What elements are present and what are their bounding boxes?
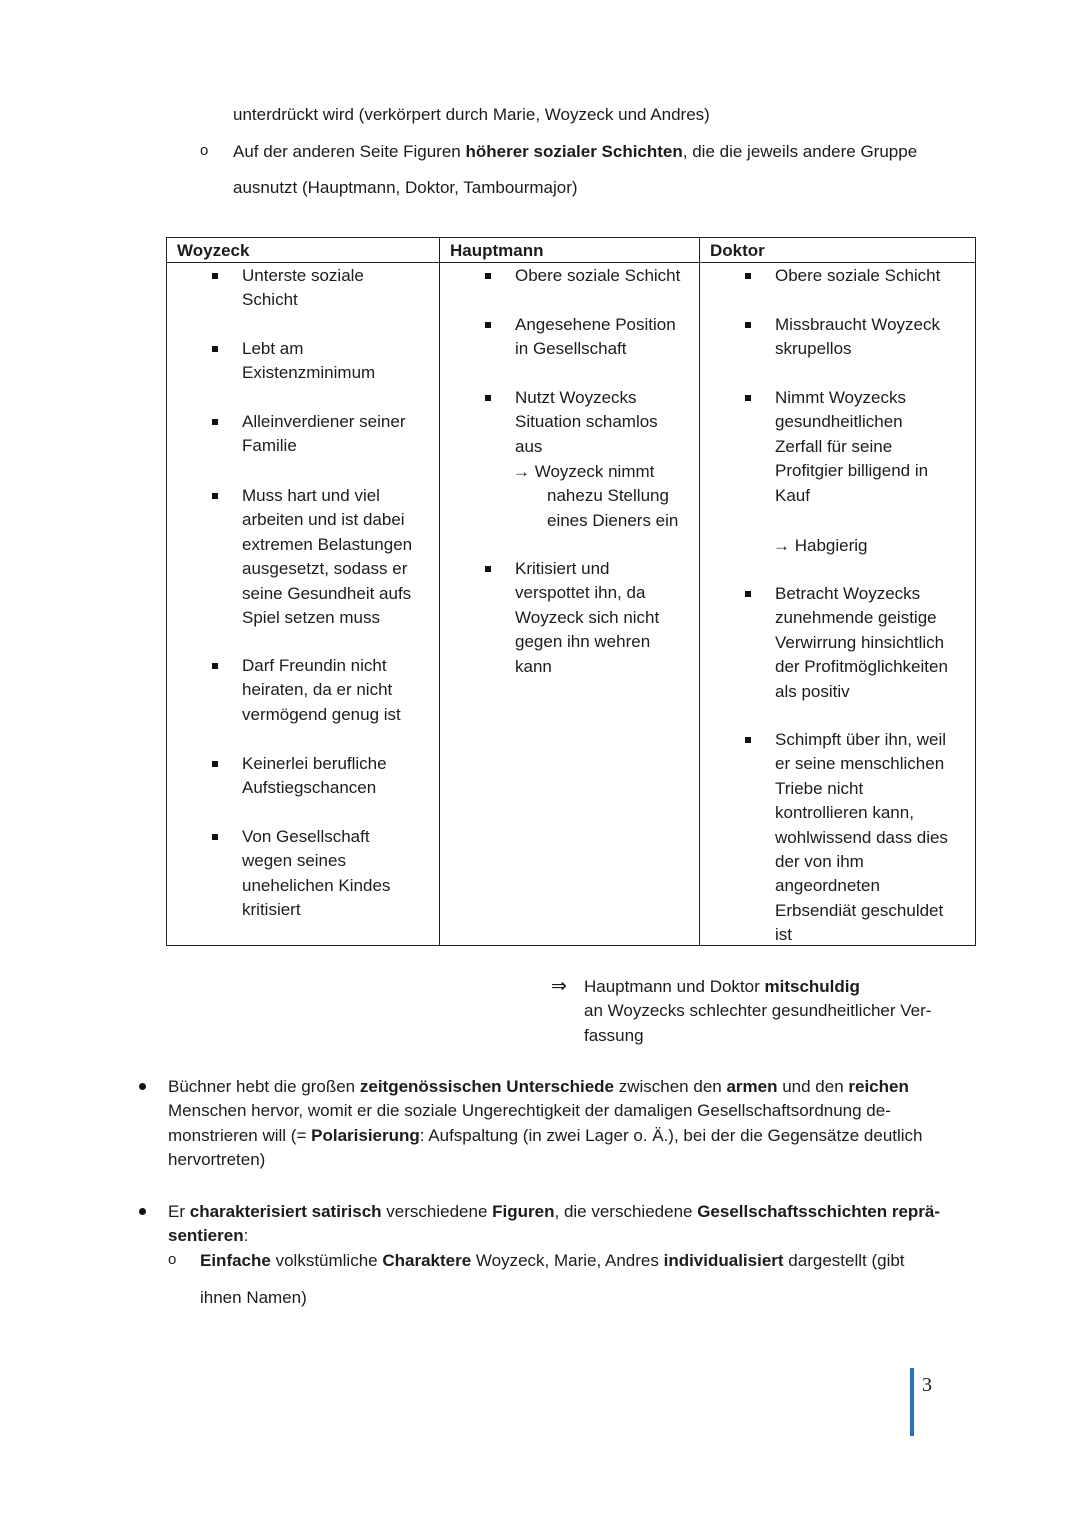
sub-bullet-characters bbox=[200, 1249, 905, 1273]
text: : bbox=[243, 1226, 249, 1246]
table-list-item bbox=[242, 264, 364, 313]
item-line: als positiv bbox=[775, 681, 850, 701]
text: volkstümliche bbox=[270, 1251, 383, 1270]
table-list-item bbox=[242, 752, 387, 801]
item-line: in Gesellschaft bbox=[515, 339, 627, 359]
item-line: aus bbox=[515, 436, 543, 456]
bullet-square-icon bbox=[745, 322, 751, 328]
item-line: Von Gesellschaft bbox=[242, 827, 370, 846]
bold-text: individualisiert bbox=[663, 1251, 784, 1270]
item-line: Schimpft über ihn, weil bbox=[775, 730, 947, 749]
bold-text: armen bbox=[726, 1077, 778, 1096]
table-list-item bbox=[242, 484, 412, 630]
item-line: skrupellos bbox=[775, 339, 852, 359]
bold-text: Polarisierung bbox=[311, 1125, 420, 1145]
text: Menschen hervor, womit er die soziale Ungerechtigkeit der damaligen Gesellschaftsordnung de- bbox=[168, 1101, 891, 1121]
intro-line-2 bbox=[233, 140, 917, 164]
item-line: Obere soziale Schicht bbox=[775, 266, 941, 285]
item-line: Situation schamlos bbox=[515, 412, 658, 432]
page-number: 3 bbox=[922, 1374, 932, 1396]
bullet-square-icon bbox=[212, 493, 218, 499]
table-list-item bbox=[515, 313, 676, 362]
header-hauptmann: Hauptmann bbox=[450, 241, 544, 260]
item-line: unehelichen Kindes bbox=[242, 875, 391, 895]
item-line: Unterste soziale bbox=[242, 266, 364, 285]
text: fassung bbox=[584, 1025, 644, 1045]
text: verschiedene bbox=[381, 1202, 493, 1221]
sub-bullet-circle-icon: o bbox=[168, 1251, 177, 1268]
text: hervortreten) bbox=[168, 1150, 266, 1170]
bullet-square-icon bbox=[212, 346, 218, 352]
arrow-line: → Woyzeck nimmt bbox=[513, 462, 655, 481]
item-line: zunehmende geistige bbox=[775, 608, 937, 628]
item-line: Aufstiegschancen bbox=[242, 778, 377, 798]
item-line: Existenzminimum bbox=[242, 363, 376, 383]
conclusion-arrow-icon: ⇒ bbox=[551, 976, 567, 997]
table-list-item bbox=[242, 654, 401, 727]
table-list-item bbox=[775, 728, 948, 948]
item-line: Missbraucht Woyzeck bbox=[775, 315, 941, 334]
item-line: Triebe nicht bbox=[775, 778, 864, 798]
bullet-dot-icon bbox=[139, 1083, 146, 1090]
doktor-arrow-note: → Habgierig bbox=[773, 536, 868, 555]
item-line: ist bbox=[775, 925, 792, 945]
item-line: Spiel setzen muss bbox=[242, 608, 380, 628]
item-line: Angesehene Position bbox=[515, 315, 676, 334]
bold-text: charakterisiert satirisch bbox=[189, 1202, 382, 1221]
bullet-square-icon bbox=[212, 663, 218, 669]
table-list-item bbox=[775, 264, 940, 288]
item-line: Lebt am bbox=[242, 339, 304, 358]
item-line: Alleinverdiener seiner bbox=[242, 412, 406, 431]
table-list-item bbox=[515, 264, 680, 288]
text: und den bbox=[777, 1077, 849, 1096]
bullet-square-icon bbox=[212, 834, 218, 840]
item-line: Nimmt Woyzecks bbox=[775, 388, 906, 407]
bullet-square-icon bbox=[745, 737, 751, 743]
arrow-line: nahezu Stellung bbox=[547, 486, 669, 506]
bullet-square-icon bbox=[485, 273, 491, 279]
item-line: Darf Freundin nicht bbox=[242, 656, 387, 675]
text: an Woyzecks schlechter gesundheitlicher Ver- bbox=[584, 1001, 932, 1021]
text: Er bbox=[168, 1202, 190, 1221]
arrow-line: eines Dieners ein bbox=[547, 510, 679, 530]
bullet-square-icon bbox=[745, 273, 751, 279]
conclusion bbox=[584, 975, 931, 1048]
item-line: Familie bbox=[242, 436, 297, 456]
text: , die verschiedene bbox=[554, 1202, 698, 1221]
item-line: Zerfall für seine bbox=[775, 436, 893, 456]
sub-bullet-characters-line-2: ihnen Namen) bbox=[200, 1288, 307, 1307]
bold-text: höherer sozialer Schichten bbox=[465, 142, 683, 161]
text: zwischen den bbox=[614, 1077, 727, 1096]
text: Auf der anderen Seite Figuren bbox=[233, 142, 466, 161]
sub-bullet-circle-icon: o bbox=[200, 142, 209, 159]
item-line: Keinerlei berufliche bbox=[242, 754, 387, 773]
item-line: extremen Belastungen bbox=[242, 534, 413, 554]
intro-line-1: unterdrückt wird (verkörpert durch Marie, Woyzeck und Andres) bbox=[233, 105, 710, 124]
text: monstrieren will (= bbox=[168, 1125, 312, 1145]
hauptmann-arrow-note bbox=[513, 460, 678, 533]
item-line: Kauf bbox=[775, 485, 810, 505]
item-line: Obere soziale Schicht bbox=[515, 266, 681, 285]
item-line: der von ihm bbox=[775, 852, 864, 872]
table-list-item bbox=[242, 337, 375, 386]
bullet-square-icon bbox=[212, 761, 218, 767]
item-line: angeordneten bbox=[775, 876, 880, 896]
table-list-item bbox=[515, 557, 659, 679]
item-line: kritisiert bbox=[242, 900, 301, 920]
item-line: Erbsendiät geschuldet bbox=[775, 900, 944, 920]
bold-text: Gesellschaftsschichten reprä- bbox=[697, 1202, 941, 1221]
text: Büchner hebt die großen bbox=[168, 1077, 360, 1096]
item-line: wegen seines bbox=[242, 851, 346, 871]
bold-text: Figuren bbox=[492, 1202, 555, 1221]
table-list-item bbox=[775, 582, 948, 704]
item-line: gesundheitlichen bbox=[775, 412, 903, 432]
header-doktor: Doktor bbox=[710, 241, 765, 260]
item-line: Kritisiert und bbox=[515, 559, 610, 578]
item-line: Verwirrung hinsichtlich bbox=[775, 632, 945, 652]
bullet-dot-icon bbox=[139, 1208, 146, 1215]
item-line: Schicht bbox=[242, 290, 298, 310]
item-line: Betracht Woyzecks bbox=[775, 584, 921, 603]
bullet-paragraph-1 bbox=[168, 1075, 923, 1173]
bullet-square-icon bbox=[212, 419, 218, 425]
text: dargestellt (gibt bbox=[783, 1251, 905, 1270]
bullet-square-icon bbox=[212, 273, 218, 279]
bullet-paragraph-2 bbox=[168, 1200, 940, 1249]
bullet-square-icon bbox=[485, 395, 491, 401]
item-line: wohlwissend dass dies bbox=[775, 827, 948, 847]
bold-text: zeitgenössischen Unterschiede bbox=[359, 1077, 614, 1096]
character-table bbox=[166, 237, 976, 946]
bold-text: Charaktere bbox=[382, 1251, 472, 1270]
bold-text: sentieren bbox=[168, 1226, 244, 1246]
item-line: seine Gesundheit aufs bbox=[242, 583, 412, 603]
bullet-square-icon bbox=[745, 395, 751, 401]
table-list-item bbox=[515, 386, 658, 459]
item-line: verspottet ihn, da bbox=[515, 583, 646, 603]
item-line: Profitgier billigend in bbox=[775, 461, 929, 481]
table-list-item bbox=[775, 386, 928, 508]
item-line: gegen ihn wehren bbox=[515, 632, 651, 652]
item-line: Muss hart und viel bbox=[242, 486, 380, 505]
item-line: kontrollieren kann, bbox=[775, 803, 914, 823]
item-line: ausgesetzt, sodass er bbox=[242, 559, 408, 579]
text: Woyzeck, Marie, Andres bbox=[471, 1251, 664, 1270]
bullet-square-icon bbox=[485, 566, 491, 572]
text: : Aufspaltung (in zwei Lager o. Ä.), bei der die Gegensätze deutlich bbox=[419, 1125, 923, 1145]
bullet-square-icon bbox=[485, 322, 491, 328]
item-line: er seine menschlichen bbox=[775, 754, 945, 774]
item-line: arbeiten und ist dabei bbox=[242, 510, 405, 530]
bold-text: reichen bbox=[848, 1077, 909, 1096]
item-line: heiraten, da er nicht bbox=[242, 680, 393, 700]
bullet-square-icon bbox=[745, 591, 751, 597]
text: Hauptmann und Doktor bbox=[584, 977, 765, 996]
intro-line-3: ausnutzt (Hauptmann, Doktor, Tambourmajor) bbox=[233, 178, 578, 197]
header-woyzeck: Woyzeck bbox=[177, 241, 250, 260]
item-line: Woyzeck sich nicht bbox=[515, 607, 660, 627]
item-line: Nutzt Woyzecks bbox=[515, 388, 637, 407]
bold-text: mitschuldig bbox=[764, 977, 860, 996]
bold-text: Einfache bbox=[200, 1251, 271, 1270]
table-list-item bbox=[242, 410, 405, 459]
page-number-bar bbox=[910, 1368, 914, 1436]
table-list-item bbox=[775, 313, 940, 362]
table-list-item bbox=[242, 825, 390, 923]
item-line: vermögend genug ist bbox=[242, 704, 401, 724]
item-line: kann bbox=[515, 656, 552, 676]
item-line: der Profitmöglichkeiten bbox=[775, 657, 948, 677]
text: , die die jeweils andere Gruppe bbox=[682, 142, 918, 161]
